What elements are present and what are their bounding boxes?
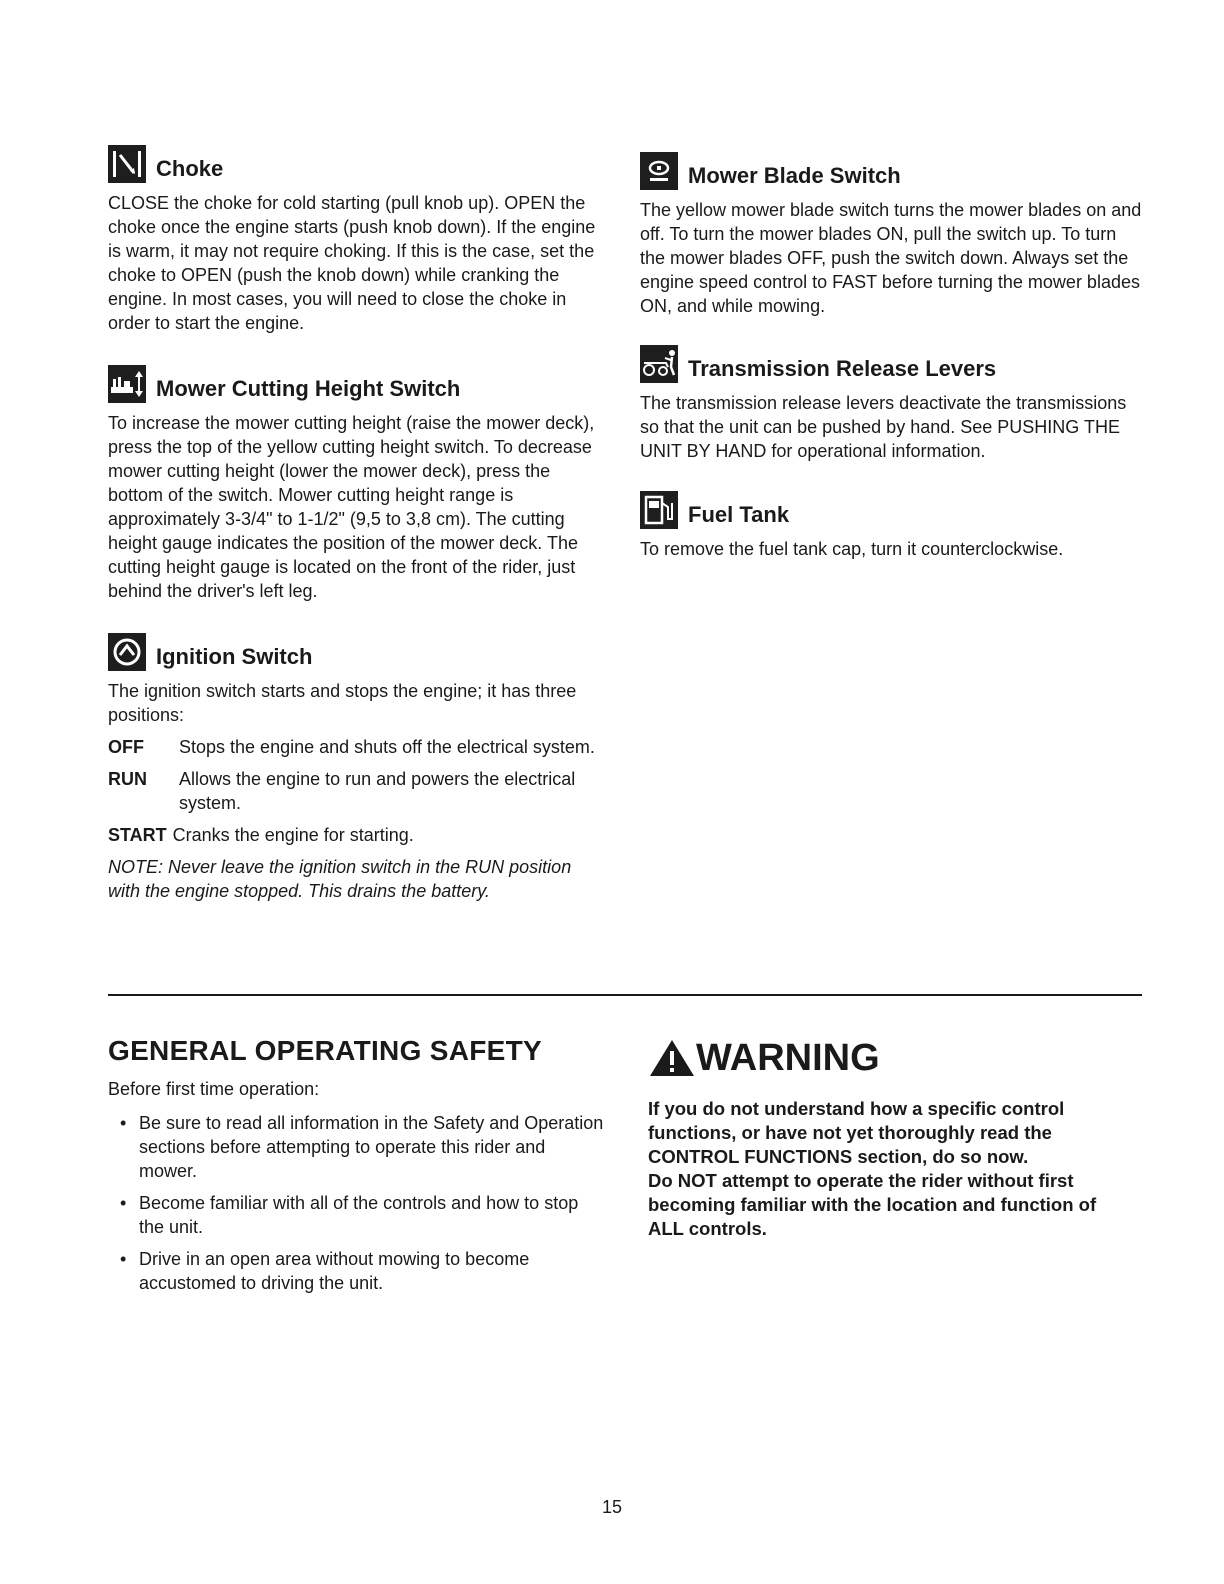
transmission-section bbox=[640, 345, 1145, 463]
ignition-section bbox=[108, 633, 603, 903]
transmission-text: The transmission release levers deactivate the transmissions so that the unit can be pushed by hand. See PUSHING THE UNIT BY HAND for operational information. bbox=[640, 393, 1127, 461]
blade-switch-heading-row bbox=[640, 152, 1145, 190]
ignition-positions bbox=[108, 735, 603, 847]
section-divider bbox=[108, 994, 1142, 996]
ignition-title: Ignition Switch bbox=[156, 644, 313, 669]
choke-icon bbox=[108, 145, 146, 183]
blade-switch-section bbox=[640, 152, 1145, 318]
ignition-note: NOTE: Never leave the ignition switch in the RUN position with the engine stopped. This drains the battery. bbox=[108, 857, 572, 901]
cutting-height-title: Mower Cutting Height Switch bbox=[156, 376, 461, 401]
warning-heading bbox=[648, 1037, 1118, 1079]
safety-section bbox=[108, 1035, 608, 1303]
ignition-position-run bbox=[108, 767, 603, 815]
position-desc: Cranks the engine for starting. bbox=[172, 825, 414, 845]
bullet-text: Drive in an open area without mowing to become accustomed to driving the unit. bbox=[139, 1249, 530, 1293]
safety-title: GENERAL OPERATING SAFETY bbox=[108, 1035, 542, 1066]
safety-intro: Before first time operation: bbox=[108, 1079, 320, 1099]
cutting-height-text: To increase the mower cutting height (raise the mower deck), press the top of the yellow cutting height switch. To decrease mower cutting height (lower the mower deck), press the bottom of the switch. Mower cutting height range is approximately 3-3/4" to 1-1/2" (9,5 to 3,8 cm). The cutting height gauge indicates the position of the mower deck. The cutting height gauge is located on the front of the rider, just behind the driver's left leg. bbox=[108, 413, 595, 601]
cutting-height-heading-row bbox=[108, 365, 603, 403]
position-term: OFF bbox=[108, 737, 144, 757]
blade-switch-title: Mower Blade Switch bbox=[688, 163, 901, 188]
transmission-heading-row bbox=[640, 345, 1145, 383]
choke-title: Choke bbox=[156, 156, 224, 181]
fuel-text: To remove the fuel tank cap, turn it counterclockwise. bbox=[640, 539, 1064, 559]
list-item bbox=[108, 1247, 608, 1295]
warning-section bbox=[648, 1037, 1118, 1241]
ignition-position-start bbox=[108, 823, 603, 847]
bullet-dot-icon: • bbox=[120, 1193, 127, 1213]
right-column bbox=[640, 152, 1145, 561]
choke-section bbox=[108, 145, 603, 335]
list-item bbox=[108, 1111, 608, 1183]
fuel-title: Fuel Tank bbox=[688, 502, 790, 527]
cutting-height-section bbox=[108, 365, 603, 603]
position-term: RUN bbox=[108, 769, 147, 789]
transmission-icon bbox=[640, 345, 678, 383]
fuel-pump-icon bbox=[640, 491, 678, 529]
choke-heading-row bbox=[108, 145, 603, 183]
position-term: START bbox=[108, 825, 167, 845]
left-column bbox=[108, 145, 603, 903]
bullet-dot-icon: • bbox=[120, 1249, 127, 1269]
ignition-icon bbox=[108, 633, 146, 671]
position-desc: Allows the engine to run and powers the electrical system. bbox=[179, 769, 576, 813]
fuel-section bbox=[640, 491, 1145, 561]
list-item bbox=[108, 1191, 608, 1239]
warning-title: WARNING bbox=[696, 1037, 880, 1079]
blade-switch-text: The yellow mower blade switch turns the mower blades on and off. To turn the mower blades ON, pull the switch up. To turn the mower blades OFF, push the switch down. Always set the engine speed control to FAST before turning the mower blades ON, and while mowing. bbox=[640, 200, 1142, 316]
ignition-intro: The ignition switch starts and stops the engine; it has three positions: bbox=[108, 681, 577, 725]
ignition-heading-row bbox=[108, 633, 603, 671]
transmission-title: Transmission Release Levers bbox=[688, 356, 997, 381]
bullet-text: Be sure to read all information in the Safety and Operation sections before attempting to operate this rider and mower. bbox=[139, 1113, 604, 1181]
warning-text-2: Do NOT attempt to operate the rider without first becoming familiar with the location and function of ALL controls. bbox=[648, 1170, 1097, 1239]
position-desc: Stops the engine and shuts off the electrical system. bbox=[179, 737, 595, 757]
choke-text: CLOSE the choke for cold starting (pull knob up). OPEN the choke once the engine starts (push knob down). If the engine is warm, it may not require choking. If this is the case, set the choke to OPEN (push the knob down) while cranking the engine. In most cases, you will need to close the choke in order to start the engine. bbox=[108, 193, 596, 333]
page-number: 15 bbox=[601, 1497, 623, 1517]
cutting-height-icon bbox=[108, 365, 146, 403]
blade-switch-icon bbox=[640, 152, 678, 190]
safety-bullet-list bbox=[108, 1111, 608, 1295]
warning-triangle-icon bbox=[648, 1038, 696, 1078]
bullet-dot-icon: • bbox=[120, 1113, 127, 1133]
ignition-position-off bbox=[108, 735, 603, 759]
warning-text-1: If you do not understand how a specific control functions, or have not yet thoroughly read the CONTROL FUNCTIONS section, do so now. bbox=[648, 1098, 1065, 1167]
fuel-heading-row bbox=[640, 491, 1145, 529]
bullet-text: Become familiar with all of the controls and how to stop the unit. bbox=[139, 1193, 579, 1237]
